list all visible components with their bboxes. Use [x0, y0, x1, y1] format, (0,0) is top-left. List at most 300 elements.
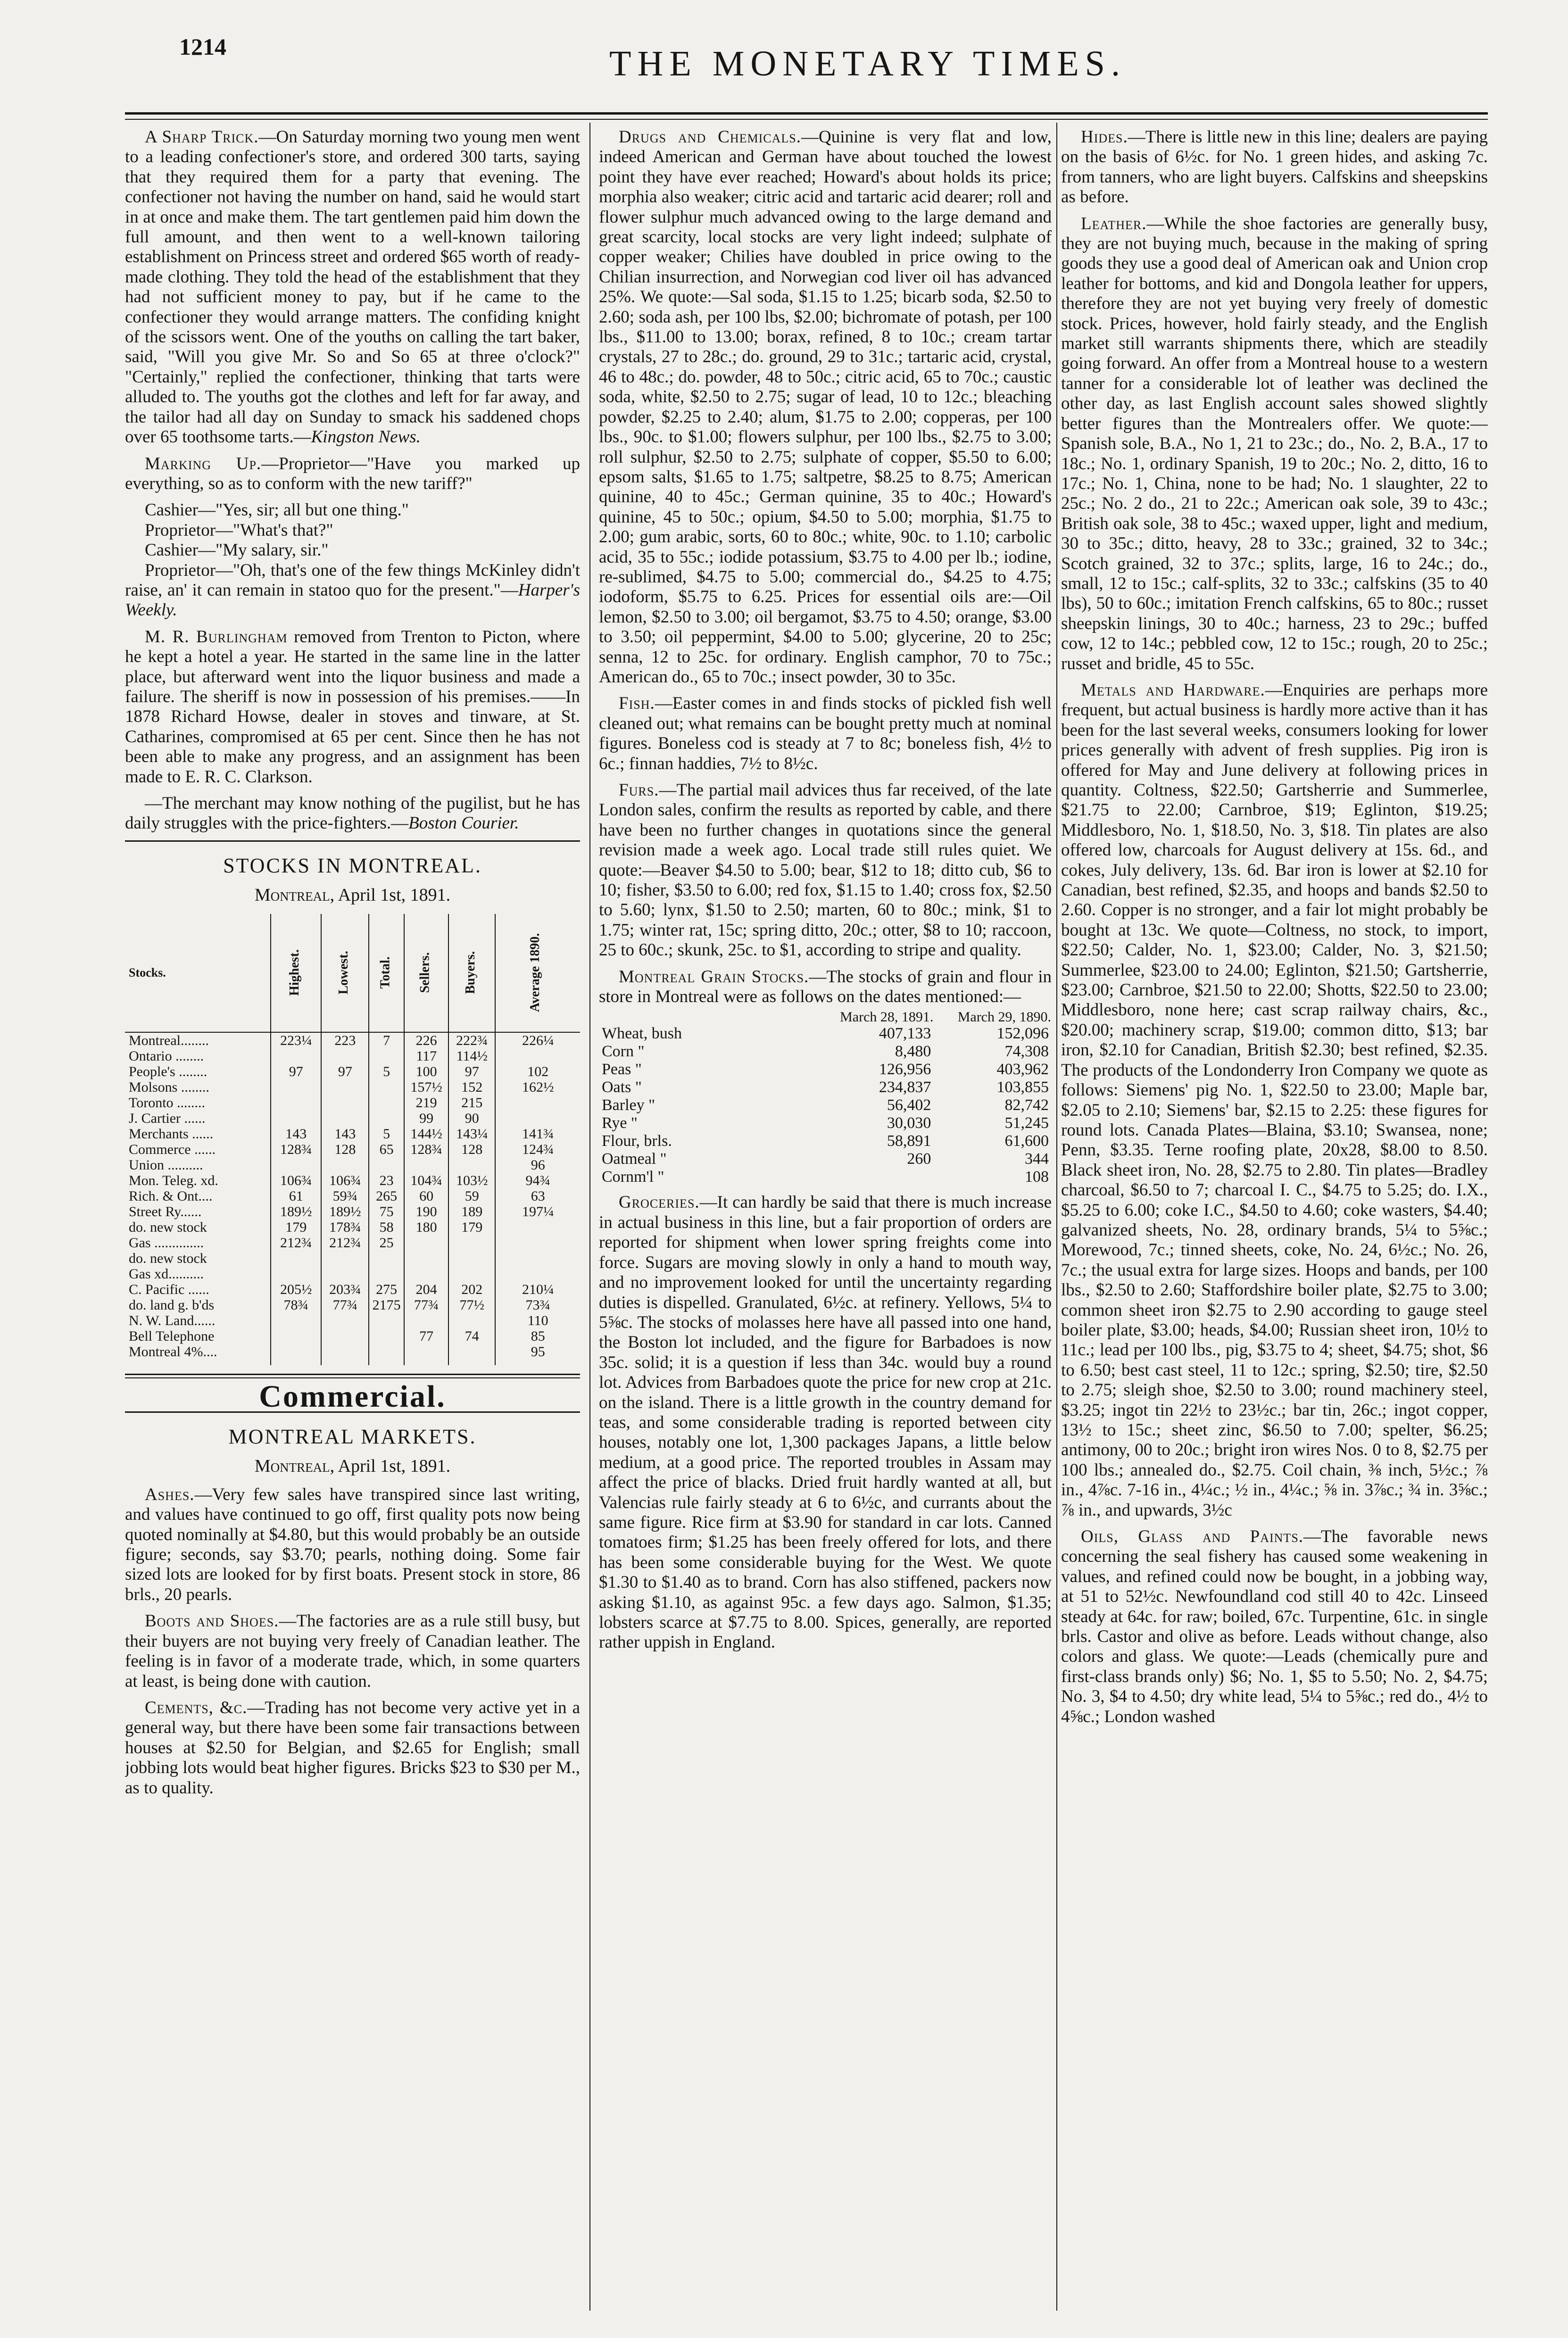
page-number: 1214	[179, 33, 226, 60]
stock-row	[125, 1079, 580, 1095]
grain-quantity: 58,891	[887, 1132, 931, 1150]
stock-value	[271, 1048, 321, 1064]
stock-name: Merchants ......	[125, 1126, 271, 1142]
grain-header-blank	[599, 1010, 816, 1025]
stock-name: Street Ry......	[125, 1204, 271, 1219]
stock-name: Rich. & Ont....	[125, 1188, 271, 1204]
stock-value: 59¾	[321, 1188, 369, 1204]
report-drugs	[599, 127, 1052, 687]
report-body: —There is little new in this line; dealers are paying on the basis of 6½c. for No. 1 green hides, and asking 7c. from tanners, who are light buyers. Calfskins and sheepskins as before.	[1061, 127, 1488, 207]
dialogue-line: Cashier—"Yes, sir; all but one thing."	[145, 500, 409, 520]
stock-value: 212¾	[271, 1235, 321, 1251]
stock-value: 226¼	[522, 1032, 554, 1048]
masthead: THE MONETARY TIMES.	[609, 44, 1126, 83]
grain-header-row	[599, 1010, 1052, 1025]
masthead-rule-thin	[125, 119, 1488, 120]
stock-value: 95	[531, 1343, 545, 1360]
stock-value: 202	[448, 1282, 495, 1297]
run-in-head: Metals and Hardware.	[1081, 680, 1265, 700]
grain-quantity: 152,096	[996, 1025, 1049, 1043]
stock-value: 97	[271, 1064, 321, 1079]
stock-value	[495, 1235, 580, 1251]
report-hides	[1061, 127, 1488, 207]
stock-name: do. new stock	[125, 1219, 271, 1235]
credit: Kingston News.	[311, 427, 421, 447]
stock-value	[321, 1251, 369, 1266]
run-in-head: A Sharp Trick.	[145, 127, 259, 147]
stock-value: 73¾	[525, 1297, 550, 1313]
run-in-head: Oils, Glass and Paints.	[1081, 1527, 1304, 1547]
run-in-head: Fish.	[619, 694, 655, 713]
stock-value: 180	[404, 1219, 448, 1235]
stock-value	[321, 1328, 369, 1344]
dialogue-line: Proprietor—"What's that?"	[145, 520, 333, 540]
stock-value	[448, 1157, 495, 1173]
stock-value: 75	[369, 1204, 404, 1219]
stock-value: 179	[448, 1219, 495, 1235]
stocks-table	[125, 914, 580, 1365]
run-in-head: Ashes.	[145, 1484, 195, 1504]
header-label: Lowest.	[336, 951, 351, 995]
stock-value: 197¼	[522, 1203, 554, 1219]
column-2	[599, 127, 1052, 2311]
stock-row	[125, 1126, 580, 1142]
stock-value: 114½	[448, 1048, 495, 1064]
report-body: —It can hardly be said that there is much increase in actual business in this line, but a fair proportion of orders are reported for shipment when lower spring freights come into force. Sugars are moving slowly in only a hand to mouth way, and no improvement looked for until the uncertainty regarding duties is dispelled. Granulated, 6½c. at refinery. Yellows, 5¼ to 5⅝c. The stocks of molasses here have all passed into one hand, the Boston lot included, and the figure for Barbadoes is now 35c. solid; it is a question if less than 34c. would buy a round lot. Advices from Barbadoes quote the price for new crop at 21c. on the island. There is a little growth in the country demand for teas, and some considerable trading is reported between city houses, notably one lot, 1,300 packages Japans, a little below medium, at a good price. The reported troubles in Assam may affect the price of blacks. Dried fruit hardly wanted at all, but Valencias rule fairly steady at 6 to 6½c, and currants about the same figure. Rice firm at $3.90 for standard in car lots. Canned tomatoes firm; $1.25 has been freely offered for lots, and there has been some considerable buying for the West. We quote $1.30 to $1.40 as to brand. Corn has also stiffened, packers now asking $1.10, as against 95c. a few days ago. Salmon, $1.35; lobsters scarce at $7.75 to 8.00. Spices, generally, are reported rather uppish in England.	[599, 1193, 1052, 1652]
stock-value: 141¾	[522, 1126, 554, 1142]
credit: Harper's Weekly.	[125, 580, 580, 620]
stock-row	[125, 1095, 580, 1111]
report-cements	[125, 1698, 580, 1798]
stocks-title: STOCKS IN MONTREAL.	[223, 854, 482, 877]
report-body: —The factories are as a rule still busy, but their buyers are not buying very freely of Canadian leather. The feeling is in favor of a moderate trade, which, in some quarters at least, is being done with caution.	[125, 1611, 580, 1691]
stock-value: 77½	[448, 1297, 495, 1313]
stock-value: 143	[321, 1126, 369, 1142]
grain-commodity: Wheat, bush	[602, 1025, 682, 1043]
grain-row	[599, 1114, 1052, 1132]
stock-value	[271, 1328, 321, 1344]
header-highest	[271, 914, 321, 1032]
header-buyers	[448, 914, 495, 1032]
grain-row	[599, 1096, 1052, 1114]
stock-value: 102	[527, 1063, 549, 1079]
stock-value: 157½	[404, 1079, 448, 1095]
stock-value	[404, 1313, 448, 1328]
stock-value	[369, 1095, 404, 1111]
stock-value: 203¾	[321, 1282, 369, 1297]
report-furs	[599, 780, 1052, 961]
dateline-date: April 1st, 1891.	[338, 885, 451, 905]
report-grain	[599, 967, 1052, 1007]
run-in-head: Cements, &c.	[145, 1698, 248, 1717]
grain-row	[599, 1061, 1052, 1078]
stock-value: 100	[404, 1064, 448, 1079]
stock-value	[404, 1251, 448, 1266]
stock-value	[404, 1235, 448, 1251]
stock-value	[448, 1235, 495, 1251]
stock-name: Mon. Teleg. xd.	[125, 1173, 271, 1188]
grain-quantity: 30,030	[887, 1114, 931, 1132]
grain-commodity: Flour, brls.	[602, 1132, 672, 1150]
stock-value	[321, 1344, 369, 1365]
stock-value: 117	[404, 1048, 448, 1064]
stock-value: 212¾	[321, 1235, 369, 1251]
grain-quantity	[816, 1168, 934, 1186]
stock-name: N. W. Land......	[125, 1313, 271, 1328]
stock-value	[321, 1079, 369, 1095]
article-body: —On Saturday morning two young men went to a leading confectioner's store, and ordered 300 tarts, saying that they required them for a party that evening. The confectioner not having the number on hand, said he would start in at once and make them. The tart gentlemen paid him down the full amount, and then went to a well-known tailoring establishment on Princess street and ordered $65 worth of ready-made clothing. They told the head of the establishment that they had not sufficient money to pay, but if he came to the confectioner they would arrange matters. The confiding knight of the scissors went. One of the youths on calling the tart baker, said, "Will you give Mr. So and So 65 at three o'clock?" "Certainly," replied the confectioner, thinking that tarts were alluded to. The youths got the clothes and left for far away, and the tailor had all day on Sunday to smack his saddened chops over 65 toothsome tarts.—	[125, 127, 580, 447]
stock-value	[448, 1344, 495, 1365]
stock-value	[495, 1251, 580, 1266]
stock-value: 74	[448, 1328, 495, 1344]
report-body: —The stocks of grain and flour in store in Montreal were as follows on the dates mentioned:—	[599, 967, 1052, 1007]
grain-quantity: 403,962	[996, 1061, 1049, 1078]
stock-value: 106¾	[321, 1173, 369, 1188]
stock-value: 205½	[271, 1282, 321, 1297]
stock-row	[125, 1266, 580, 1282]
report-body: —Easter comes in and finds stocks of pickled fish well cleaned out; what remains can be bought pretty much at nominal figures. Boneless cod is steady at 7 to 8c; boneless fish, 4½ to 6c.; finnan haddies, 7½ to 8½c.	[599, 694, 1052, 773]
stock-value	[321, 1111, 369, 1126]
stock-value	[271, 1313, 321, 1328]
stock-name: Commerce ......	[125, 1142, 271, 1157]
stock-name: do. new stock	[125, 1251, 271, 1266]
stock-value: 77¾	[404, 1297, 448, 1313]
run-in-head: Leather.	[1081, 214, 1147, 233]
stock-value	[271, 1157, 321, 1173]
stock-value: 144½	[404, 1126, 448, 1142]
stock-value: 204	[404, 1282, 448, 1297]
grain-quantity: 234,837	[879, 1078, 931, 1096]
section-divider	[125, 840, 580, 842]
stock-value	[404, 1266, 448, 1282]
stock-name: Toronto ........	[125, 1095, 271, 1111]
grain-quantity: 407,133	[879, 1025, 931, 1043]
grain-table-body	[599, 1025, 1052, 1186]
grain-header-1891: March 28, 1891.	[840, 1009, 934, 1025]
stock-value	[495, 1048, 580, 1064]
grain-quantity: 108	[1025, 1168, 1049, 1186]
stock-row	[125, 1173, 580, 1188]
stock-value	[271, 1251, 321, 1266]
stocks-dateline	[125, 885, 580, 905]
article-marking-up	[125, 454, 580, 494]
stock-name: Molsons ........	[125, 1079, 271, 1095]
report-fish	[599, 694, 1052, 774]
grain-row	[599, 1132, 1052, 1150]
stock-value: 77	[404, 1328, 448, 1344]
article-merchant	[125, 794, 580, 834]
article-body: —The merchant may know nothing of the pugilist, but he has daily struggles with the price-fighters.—	[125, 794, 580, 833]
grain-row	[599, 1168, 1052, 1186]
stock-value	[369, 1111, 404, 1126]
stock-row	[125, 1188, 580, 1204]
stock-value	[321, 1095, 369, 1111]
report-groceries	[599, 1193, 1052, 1652]
grain-quantity: 82,742	[1004, 1096, 1049, 1114]
header-label: Average 1890.	[528, 933, 543, 1012]
article-burlingham	[125, 627, 580, 787]
grain-quantity: 61,600	[1004, 1132, 1049, 1150]
stock-value: 103½	[448, 1173, 495, 1188]
stock-value	[369, 1251, 404, 1266]
stock-value: 179	[271, 1219, 321, 1235]
stock-row	[125, 1282, 580, 1297]
stock-row	[125, 1032, 580, 1048]
stock-row	[125, 1219, 580, 1235]
stock-name: Montreal........	[125, 1032, 271, 1048]
markets-title: MONTREAL MARKETS.	[228, 1425, 477, 1449]
stock-row	[125, 1313, 580, 1328]
stock-value: 61	[271, 1188, 321, 1204]
stock-value	[448, 1251, 495, 1266]
header-label: Highest.	[287, 949, 302, 996]
stocks-table-body	[125, 1032, 580, 1365]
stock-value: 178¾	[321, 1219, 369, 1235]
grain-row	[599, 1150, 1052, 1168]
stock-value: 152	[448, 1079, 495, 1095]
report-body: —While the shoe factories are generally busy, they are not buying much, because in the making of spring goods they use a good deal of American oak and Union crop leather for bottoms, and kid and Dongola leather for uppers, therefore they are not yet buying very freely of domestic stock. Prices, however, hold fairly steady, and the English market still warrants shipments there, which are steadily going forward. An offer from a Montreal house to a western tanner for a considerable lot of leather was declined the other day, as last English account sales showed slightly better figures than the Montrealers offer. We quote:—Spanish sole, B.A., No 1, 21 to 23c.; do., No. 2, B.A., 17 to 18c.; No. 1, ordinary Spanish, 19 to 20c.; No. 2, ditto, 16 to 17c.; No. 1, China, none to be had; No. 1 slaughter, 22 to 25c.; No. 2 do., 21 to 22c.; American oak sole, 39 to 43c.; British oak sole, 38 to 45c.; waxed upper, light and medium, 30 to 35c.; ditto, heavy, 28 to 33c.; grained, 32 to 34c.; Scotch grained, 32 to 37c.; splits, large, 16 to 24c.; do., small, 12 to 15c.; calf-splits, 32 to 33c.; calfskins (35 to 40 lbs), 50 to 60c.; imitation French calfskins, 65 to 80c.; russet sheepskin linings, 30 to 40c.; harness, 23 to 29c.; buffed cow, 12 to 14c.; pebbled cow, 12 to 15c.; rough, 20 to 25c.; russet and bridle, 45 to 55c.	[1061, 214, 1488, 673]
grain-commodity: Barley "	[602, 1096, 655, 1114]
report-body: —Very few sales have transpired since last writing, and values have continued to go off, first quality pots now being quoted nominally at $4.80, but this would probably be an outside figure; seconds, say $3.70; pearls, nothing doing. Some fair sized lots are looked for by first boats. Present stock in store, 86 brls., 20 pearls.	[125, 1484, 580, 1604]
report-boots-shoes	[125, 1611, 580, 1691]
stock-value: 124¾	[522, 1141, 554, 1157]
stock-row	[125, 1344, 580, 1365]
grain-header-1890: March 29, 1890.	[957, 1009, 1051, 1025]
stock-value	[404, 1344, 448, 1365]
stock-value: 223¼	[271, 1032, 321, 1048]
stock-value	[321, 1157, 369, 1173]
grain-quantity: 56,402	[887, 1096, 931, 1114]
stock-value	[369, 1328, 404, 1344]
dateline-place: Montreal,	[254, 1456, 335, 1476]
stock-name: Ontario ........	[125, 1048, 271, 1064]
stock-value: 63	[531, 1188, 545, 1204]
stock-value: 58	[369, 1219, 404, 1235]
stock-value: 275	[369, 1282, 404, 1297]
stock-value: 215	[448, 1095, 495, 1111]
run-in-head: Montreal Grain Stocks.	[619, 967, 809, 987]
stock-value	[369, 1344, 404, 1365]
stock-value	[495, 1111, 580, 1126]
stock-value	[448, 1313, 495, 1328]
stock-row	[125, 1204, 580, 1219]
stock-name: Gas xd..........	[125, 1266, 271, 1282]
stock-value	[271, 1266, 321, 1282]
stock-value	[271, 1095, 321, 1111]
stock-value: 143¼	[448, 1126, 495, 1142]
report-oils	[1061, 1527, 1488, 1727]
run-in-head: Drugs and Chemicals.	[619, 127, 801, 147]
stock-row	[125, 1251, 580, 1266]
run-in-head: Groceries.	[619, 1193, 700, 1212]
report-leather	[1061, 214, 1488, 674]
dialogue-line: Cashier—"My salary, sir."	[145, 540, 329, 560]
stock-value: 99	[404, 1111, 448, 1126]
grain-row	[599, 1025, 1052, 1043]
report-body: —Quinine is very flat and low, indeed American and German have about touched the lowest point they have ever reached; Howard's about holds its price; morphia also weaker; citric acid and tartaric acid dearer; roll and flower sulphur much advanced owing to the large demand and great scarcity, local stocks are very light indeed; sulphate of copper weaker; Chilies have doubled in price owing to the Chilian insurrection, and Norwegian cod liver oil has advanced 25%. We quote:—Sal soda, $1.15 to 1.25; bicarb soda, $2.50 to 2.60; soda ash, per 100 lbs, $2.00; bichromate of potash, per 100 lbs., $11.00 to 13.00; borax, refined, 8 to 10c.; cream tartar crystals, 27 to 28c.; do. ground, 29 to 31c.; tartaric acid, crystal, 46 to 48c.; do. powder, 48 to 50c.; citric acid, 65 to 70c.; caustic soda, white, $2.50 to 2.75; sugar of lead, 10 to 12c.; bleaching powder, $2.25 to 2.40; alum, $1.75 to 2.00; copperas, per 100 lbs., 90c. to $1.00; flowers sulphur, per 100 lbs., $2.75 to 3.00; roll sulphur, $2.50 to 2.75; sulphate of copper, $5.50 to 6.00; epsom salts, $1.65 to 1.75; saltpetre, $8.25 to 8.75; American quinine, 40 to 45c.; German quinine, 35 to 40c.; Howard's quinine, 45 to 50c.; opium, $4.50 to 5.00; morphia, $1.75 to 2.00; gum arabic, sorts, 60 to 80c.; white, 90c. to 1.10; carbolic acid, 35 to 55c.; iodide potassium, $3.75 to 4.00 per lb.; iodine, re-sublimed, $4.75 to 5.00; commercial do., $4.25 to 4.75; iodoform, $5.75 to 6.25. Prices for essential oils are:—Oil lemon, $2.50 to 3.00; oil bergamot, $3.75 to 4.50; orange, $3.00 to 3.50; oil peppermint, $4.00 to 5.00; glycerine, 20 to 25c; senna, 12 to 25c. for ordinary. English camphor, 70 to 75c.; American do., 65 to 70c.; insect powder, 30 to 35c.	[599, 127, 1052, 687]
stock-row	[125, 1048, 580, 1064]
stock-value: 85	[531, 1328, 545, 1344]
stock-row	[125, 1297, 580, 1313]
report-body: —Enquiries are perhaps more frequent, but actual business is hardly more active than it has been for the last several weeks, consumers looking for lower prices generally with advent of fresh supplies. Pig iron is offered for May and June delivery at following prices in quantity. Coltness, $22.50; Gartsherrie and Summerlee, $21.75 to 22.00; Carnbroe, $19; Eglinton, $19.25; Middlesboro, No. 1, $18.50, No. 3, $18. Tin plates are also offered low, charcoals for August delivery at 15s. 6d., and cokes, July delivery, 13s. 6d. Bar iron is lower at $2.10 for Canadian, best refined, $2.35, and hoops and bands $2.50 to 2.60. Copper is no stronger, and a fair lot might probably be bought at 13c. We quote—Coltness, no stock, to import, $22.50; Calder, No. 1, $23.00; Calder, No. 3, $21.50; Summerlee, $23.00 to 24.00; Eglinton, $21.50; Gartsherrie, $23.00; Carnbroe, $21.50 to 22.00; Shotts, $22.50 to 23.00; Middlesboro, none here; cast scrap railway chairs, &c., $20.00; machinery scrap, $19.00; common ditto, $13; bar iron, $2.10 for Canadian, British $2.30; best refined, $2.35. The products of the Londonderry Iron Company we quote as follows: Siemens' pig No. 1, $22.50 to 23.00; Maple bar, $2.05 to 2.10; Siemens' bar, $2.15 to 2.25: these figures for round lots. Canada Plates—Blaina, $3.10; Swansea, none; Penn, $3.35. Terne roofing plate, 20x28, $8.00 to 8.50. Black sheet iron, No. 28, $2.75 to 2.80. Tin plates—Bradley charcoal, $6.50 to 7; charcoal I. C., $4.75 to 5.25; do. I.X., $5.25 to 6.00; coke I.C., $4.50 to 4.60; coke wasters, $4.40; galvanized sheets, No. 28, ordinary brands, 5¼ to 5⅝c.; Morewood, 7c.; tinned sheets, coke, No. 24, 6½c.; No. 26, 7c.; the usual extra for large sizes. Hoops and bands, per 100 lbs., $2.50 to 2.60; Staffordshire boiler plate, $2.75 to 3.00; common sheet iron $2.75 to 2.90 according to gauge steel boiler plate, $3.00; heads, $4.00; Russian sheet iron, 10½ to 11c.; lead per 100 lbs., pig, $3.75 to 4; sheet, $4.75; shot, $6 to 6.50; best cast steel, 11 to 12c.; spring, $2.50; tire, $2.50 to 2.75; sleigh shoe, $2.50 to 3.00; round machinery steel, $3.25; ingot tin 22½ to 23½c.; bar tin, 26c.; ingot copper, 13½ to 15c.; sheet zinc, $6.50 to 7.00; spelter, $6.25; antimony, 00 to 20c.; bright iron wires Nos. 0 to 8, $2.75 per 100 lbs.; annealed do., $2.75. Coil chain, ⅜ inch, 5½c.; ⅞ in., 4⅞c. 7-16 in., 4¼c.; ½ in., 4¼c.; ⅝ in. 3⅞c.; ¾ in. 3⅝c.; ⅞ in., and upwards, 3½c	[1061, 680, 1488, 1520]
stocks-header-row	[125, 914, 580, 1032]
stock-row	[125, 1111, 580, 1126]
run-in-head: M. R. Burlingham	[145, 627, 288, 647]
header-label: Total.	[378, 956, 393, 989]
stock-row	[125, 1064, 580, 1079]
stock-value: 128¾	[271, 1142, 321, 1157]
stock-value: 59	[448, 1188, 495, 1204]
stock-value	[321, 1048, 369, 1064]
stock-value	[369, 1266, 404, 1282]
stock-value: 96	[531, 1157, 545, 1173]
article-sharp-trick	[125, 127, 580, 448]
stock-value: 143	[271, 1126, 321, 1142]
stock-value: 189	[448, 1204, 495, 1219]
grain-commodity: Corn "	[602, 1043, 645, 1061]
stock-value: 77¾	[321, 1297, 369, 1313]
header-label: Sellers.	[417, 952, 432, 993]
dateline-date: April 1st, 1891.	[338, 1456, 451, 1476]
dialogue-line-last	[125, 561, 580, 621]
credit: Boston Courier.	[408, 813, 519, 833]
stock-name: Gas ..............	[125, 1235, 271, 1251]
stock-value: 162½	[522, 1079, 554, 1095]
section-divider-double	[125, 1374, 580, 1378]
stock-value: 219	[404, 1095, 448, 1111]
report-body: —Trading has not become very active yet in a general way, but there have been some fair transactions between houses at $2.50 for Belgian, and $2.65 for English; small jobbing lots would beat higher figures. Bricks $23 to $30 per M., as to quality.	[125, 1698, 580, 1798]
stock-value: 223	[321, 1032, 369, 1048]
stock-value	[321, 1313, 369, 1328]
stock-value: 23	[369, 1173, 404, 1188]
column-3	[1061, 127, 1488, 2311]
grain-quantity: 8,480	[895, 1043, 931, 1061]
markets-dateline	[125, 1456, 580, 1476]
column-rule-2	[1056, 123, 1057, 2311]
masthead-rule	[125, 112, 1488, 115]
stock-value: 265	[369, 1188, 404, 1204]
stock-value: 210¼	[522, 1281, 554, 1297]
stock-value: 110	[527, 1312, 548, 1328]
run-in-head: Hides.	[1081, 127, 1128, 147]
stock-name: do. land g. b'ds	[125, 1297, 271, 1313]
grain-quantity: 126,956	[879, 1061, 931, 1078]
run-in-head: Boots and Shoes.	[145, 1611, 279, 1631]
grain-commodity: Oatmeal "	[602, 1150, 667, 1168]
dateline-place: Montreal,	[254, 885, 335, 905]
stock-value: 189½	[271, 1204, 321, 1219]
stock-value: 5	[369, 1064, 404, 1079]
grain-table	[599, 1010, 1052, 1186]
stock-value: 104¾	[404, 1173, 448, 1188]
stock-name: Union ..........	[125, 1157, 271, 1173]
stock-row	[125, 1157, 580, 1173]
stock-value	[369, 1313, 404, 1328]
report-ashes	[125, 1485, 580, 1605]
report-metals	[1061, 680, 1488, 1520]
run-in-head: Furs.	[619, 780, 659, 800]
stock-value	[271, 1111, 321, 1126]
grain-commodity: Oats "	[602, 1078, 642, 1096]
header-lowest	[321, 914, 369, 1032]
stock-row	[125, 1235, 580, 1251]
column-rule-1	[589, 123, 590, 2311]
grain-row	[599, 1043, 1052, 1061]
run-in-head: Marking Up.	[145, 454, 262, 473]
stock-value: 65	[369, 1142, 404, 1157]
stock-value: 128	[448, 1142, 495, 1157]
article-body: removed from Trenton to Picton, where he kept a hotel a year. He started in the same line in the latter place, but afterward went into the liquor business and made a failure. The sheriff is now in possession of his premises.——In 1878 Richard Howse, dealer in stoves and tinware, at St. Catharines, compromised at 65 per cent. Since then he has not been able to make any progress, and an assignment has been made to E. R. C. Clarkson.	[125, 627, 580, 787]
stock-value: 2175	[369, 1297, 404, 1313]
commercial-masthead: Commercial.	[259, 1379, 446, 1414]
stock-value: 7	[369, 1032, 404, 1048]
stock-value: 97	[448, 1064, 495, 1079]
stock-value	[271, 1344, 321, 1365]
dialogue-text: Proprietor—"Oh, that's one of the few things McKinley didn't raise, an' it can remain in statoo quo for the present."—	[125, 560, 580, 600]
stock-value	[369, 1079, 404, 1095]
stock-value	[404, 1157, 448, 1173]
stock-value: 90	[448, 1111, 495, 1126]
stock-value	[271, 1079, 321, 1095]
stock-row	[125, 1328, 580, 1344]
stock-value: 226	[404, 1032, 448, 1048]
stock-value: 97	[321, 1064, 369, 1079]
stock-value	[369, 1157, 404, 1173]
stock-value	[495, 1219, 580, 1235]
column-1	[125, 127, 580, 2311]
stock-name: J. Cartier ......	[125, 1111, 271, 1126]
stock-value	[495, 1266, 580, 1282]
stock-name: People's ........	[125, 1064, 271, 1079]
grain-quantity: 51,245	[1004, 1114, 1049, 1132]
stock-name: C. Pacific ......	[125, 1282, 271, 1297]
header-total	[369, 914, 404, 1032]
report-body: —The partial mail advices thus far received, of the late London sales, confirm the results as reported by cable, and there have been no further changes in quotations since the general revision made a week ago. Local trade still rules quiet. We quote:—Beaver $4.50 to 5.00; bear, $12 to 18; ditto cub, $6 to 10; fisher, $3.50 to 6.00; red fox, $1.15 to 1.40; cross fox, $2.50 to 5.60; lynx, $1.50 to 2.50; marten, 60 to 80c.; mink, $1 to 1.75; winter rat, 15c; spring ditto, 20c.; otter, $8 to 10; raccoon, 25 to 60c.; skunk, 25c. to $1, according to stripe and quality.	[599, 780, 1052, 960]
header-average	[495, 914, 580, 1032]
header-label: Buyers.	[463, 951, 478, 995]
stock-row	[125, 1142, 580, 1157]
stock-name: Montreal 4%....	[125, 1344, 271, 1365]
stock-value: 78¾	[271, 1297, 321, 1313]
report-body: —The favorable news concerning the seal fishery has caused some weakening in values, and refined could now be bought, in a jobbing way, at 51 to 52½c. Newfoundland cod still 40 to 42c. Linseed steady at 64c. for raw; boiled, 67c. Turpentine, 61c. in single brls. Castor and olive as before. Leads without change, also colors and glass. We quote:—Leads (chemically pure and first-class brands only) $6; No. 1, $5 to 5.50; No. 2, $4.75; No. 3, $4 to 4.50; dry white lead, 5¼ to 5⅝c.; red do., 4½ to 4⅝c.; London washed	[1061, 1527, 1488, 1726]
stock-value: 5	[369, 1126, 404, 1142]
stock-value: 190	[404, 1204, 448, 1219]
stock-value	[495, 1095, 580, 1111]
stock-value	[369, 1048, 404, 1064]
stock-value: 94¾	[525, 1172, 550, 1188]
grain-commodity: Cornm'l "	[602, 1168, 664, 1186]
stock-value: 106¾	[271, 1173, 321, 1188]
header-sellers	[404, 914, 448, 1032]
stock-value: 189½	[321, 1204, 369, 1219]
grain-quantity: 260	[907, 1150, 931, 1168]
grain-commodity: Rye "	[602, 1114, 638, 1132]
dialogue-line: —Proprietor—"Have you marked up everything, so as to conform with the new tariff?"	[125, 454, 580, 493]
stock-value: 128	[321, 1142, 369, 1157]
grain-quantity: 344	[1025, 1150, 1049, 1168]
stock-value: 60	[404, 1188, 448, 1204]
grain-row	[599, 1078, 1052, 1096]
stock-value: 222¾	[448, 1032, 495, 1048]
stock-name: Bell Telephone	[125, 1328, 271, 1344]
stock-value: 25	[369, 1235, 404, 1251]
grain-commodity: Peas "	[602, 1061, 642, 1078]
stock-value: 128¾	[404, 1142, 448, 1157]
grain-quantity: 103,855	[996, 1078, 1049, 1096]
header-stocks: Stocks.	[125, 914, 271, 1032]
stock-value	[448, 1266, 495, 1282]
stock-value	[321, 1266, 369, 1282]
